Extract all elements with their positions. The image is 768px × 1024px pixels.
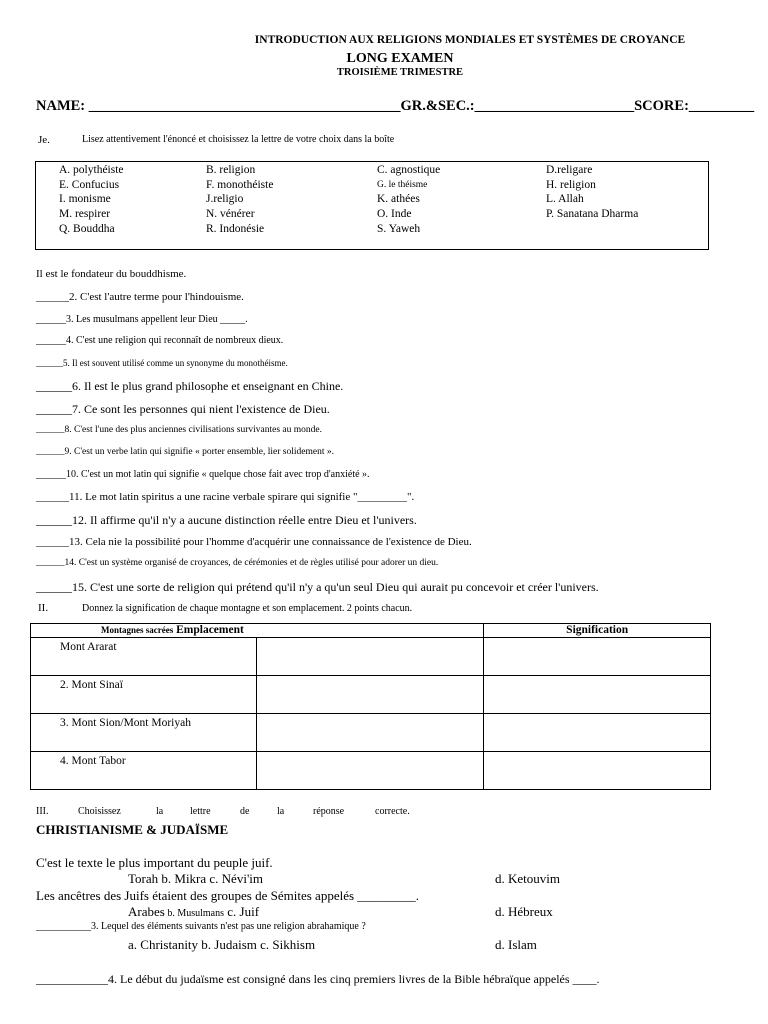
part3-word-4: lettre	[190, 806, 211, 817]
mountains-table	[30, 623, 711, 790]
mountain-name: 4. Mont Tabor	[60, 755, 126, 767]
table-row	[31, 638, 711, 676]
part3-word-1: III.	[36, 806, 49, 817]
part3-question-3-option-d: d. Islam	[495, 937, 537, 952]
part1-label: Je.	[38, 134, 50, 146]
choice-j: J.religio	[206, 193, 244, 205]
choice-n: N. vénérer	[206, 208, 255, 220]
choice-q: Q. Bouddha	[59, 223, 115, 235]
part1-instruction: Lisez attentivement l'énoncé et choisissez la lettre de votre choix dans la boîte	[82, 134, 395, 145]
mountain-name: 3. Mont Sion/Mont Moriyah	[60, 717, 191, 729]
choice-k: K. athées	[377, 193, 420, 205]
location-answer-cell[interactable]	[256, 638, 484, 676]
part2-label: II.	[38, 602, 49, 614]
choice-h: H. religion	[546, 179, 596, 191]
header-signification	[484, 624, 711, 638]
table-row	[31, 676, 711, 714]
question-10: ______10. C'est un mot latin qui signifie « quelque chose fait avec trop d'anxiété ».	[36, 469, 370, 480]
mountains-table-header	[31, 624, 711, 638]
choice-r: R. Indonésie	[206, 223, 265, 235]
choice-a: A. polythéiste	[59, 164, 124, 176]
name-grade-score-line[interactable]: NAME: ___________________________________________GR.&SEC.:______________________SCORE:_________	[36, 98, 755, 114]
part2-instruction: Donnez la signification de chaque montagne et son emplacement. 2 points chacun.	[82, 603, 413, 614]
exam-subtitle: LONG EXAMEN	[346, 51, 454, 66]
header-mountains-location	[31, 624, 484, 638]
question-8: ______8. C'est l'une des plus anciennes civilisations survivantes au monde.	[36, 425, 323, 435]
part3-question-2: Les ancêtres des Juifs étaient des groupes de Sémites appelés _________.	[36, 888, 420, 903]
header-location: Emplacement	[173, 624, 244, 636]
question-11: ______11. Le mot latin spiritus a une racine verbale spirare qui signifie "_________".	[36, 491, 415, 503]
part3-word-6: la	[277, 806, 285, 817]
table-row	[31, 714, 711, 752]
part3-question-2-options	[128, 904, 259, 920]
header-signification-label: Signification	[566, 624, 629, 636]
question-13: ______13. Cela nie la possibilité pour l'homme d'acquérir une connaissance de l'existence de Dieu.	[36, 536, 472, 548]
mountain-cell	[31, 638, 257, 676]
question-3: ______3. Les musulmans appellent leur Dieu _____.	[36, 314, 248, 325]
option-b: b. Musulmans	[164, 908, 224, 919]
part3-question-4: ____________4. Le début du judaïsme est consigné dans les cinq premiers livres de la Bible hébraïque appelés ____.	[36, 972, 600, 986]
part3-word-5: de	[240, 806, 250, 817]
question-12: ______12. Il affirme qu'il n'y a aucune distinction réelle entre Dieu et l'univers.	[36, 513, 417, 527]
mountain-cell	[31, 676, 257, 714]
part3-word-7: réponse	[313, 806, 345, 817]
choice-p: P. Sanatana Dharma	[546, 208, 639, 220]
choice-l: L. Allah	[546, 193, 584, 205]
exam-title: INTRODUCTION AUX RELIGIONS MONDIALES ET SYSTÈMES DE CROYANCE	[254, 34, 686, 46]
section-heading: CHRISTIANISME & JUDAÏSME	[36, 822, 229, 837]
part3-word-3: la	[156, 806, 164, 817]
table-row	[31, 752, 711, 790]
choice-o: O. Inde	[377, 208, 412, 220]
choice-i: I. monisme	[59, 193, 111, 205]
question-14: ______14. C'est un système organisé de croyances, de cérémonies et de règles utilisé pour adorer un dieu.	[36, 558, 439, 568]
exam-term: TROISIÈME TRIMESTRE	[336, 67, 464, 78]
question-5: ______5. Il est souvent utilisé comme un synonyme du monothéisme.	[36, 358, 288, 368]
mountain-cell	[31, 714, 257, 752]
choices-box	[35, 161, 709, 250]
question-4: ______4. C'est une religion qui reconnaît de nombreux dieux.	[36, 335, 284, 346]
question-1: Il est le fondateur du bouddhisme.	[36, 268, 187, 280]
location-answer-cell[interactable]	[256, 676, 484, 714]
part3-question-3: ___________3. Lequel des éléments suivants n'est pas une religion abrahamique ?	[36, 921, 366, 932]
mountain-cell	[31, 752, 257, 790]
question-7: ______7. Ce sont les personnes qui nient l'existence de Dieu.	[36, 402, 330, 416]
signification-answer-cell[interactable]	[484, 638, 711, 676]
choice-d: D.religare	[546, 164, 593, 176]
location-answer-cell[interactable]	[256, 752, 484, 790]
part3-word-8: correcte.	[375, 806, 410, 817]
mountain-name: 2. Mont Sinaï	[60, 679, 123, 691]
choice-s: S. Yaweh	[377, 223, 421, 235]
signification-answer-cell[interactable]	[484, 714, 711, 752]
choice-f: F. monothéiste	[206, 179, 274, 191]
choice-b: B. religion	[206, 164, 256, 176]
part3-question-2-option-d: d. Hébreux	[495, 904, 553, 919]
question-6: ______6. Il est le plus grand philosophe et enseignant en Chine.	[36, 379, 344, 393]
part3-word-2: Choisissez	[78, 806, 121, 817]
part3-question-3-options: a. Christanity b. Judaism c. Sikhism	[128, 937, 316, 952]
choice-e: E. Confucius	[59, 179, 120, 191]
part3-question-1-option-d: d. Ketouvim	[495, 871, 560, 886]
choice-m: M. respirer	[59, 208, 111, 220]
signification-answer-cell[interactable]	[484, 752, 711, 790]
option-a: Arabes	[128, 904, 165, 919]
question-2: ______2. C'est l'autre terme pour l'hindouisme.	[36, 291, 244, 303]
part3-question-1: C'est le texte le plus important du peuple juif.	[36, 855, 273, 870]
mountain-name: Mont Ararat	[60, 641, 117, 653]
option-c: c. Juif	[224, 904, 260, 919]
question-9: ______9. C'est un verbe latin qui signifie « porter ensemble, lier solidement ».	[36, 447, 334, 457]
signification-answer-cell[interactable]	[484, 676, 711, 714]
choice-c: C. agnostique	[377, 164, 441, 176]
question-15: ______15. C'est une sorte de religion qui prétend qu'il n'y a qu'un seul Dieu qui aurait pu concevoir et créer l'univers.	[36, 580, 599, 594]
part3-question-1-options: Torah b. Mikra c. Névi'im	[128, 871, 264, 886]
choice-g: G. le théisme	[377, 180, 428, 190]
header-mountains: Montagnes sacrées	[101, 625, 174, 635]
location-answer-cell[interactable]	[256, 714, 484, 752]
